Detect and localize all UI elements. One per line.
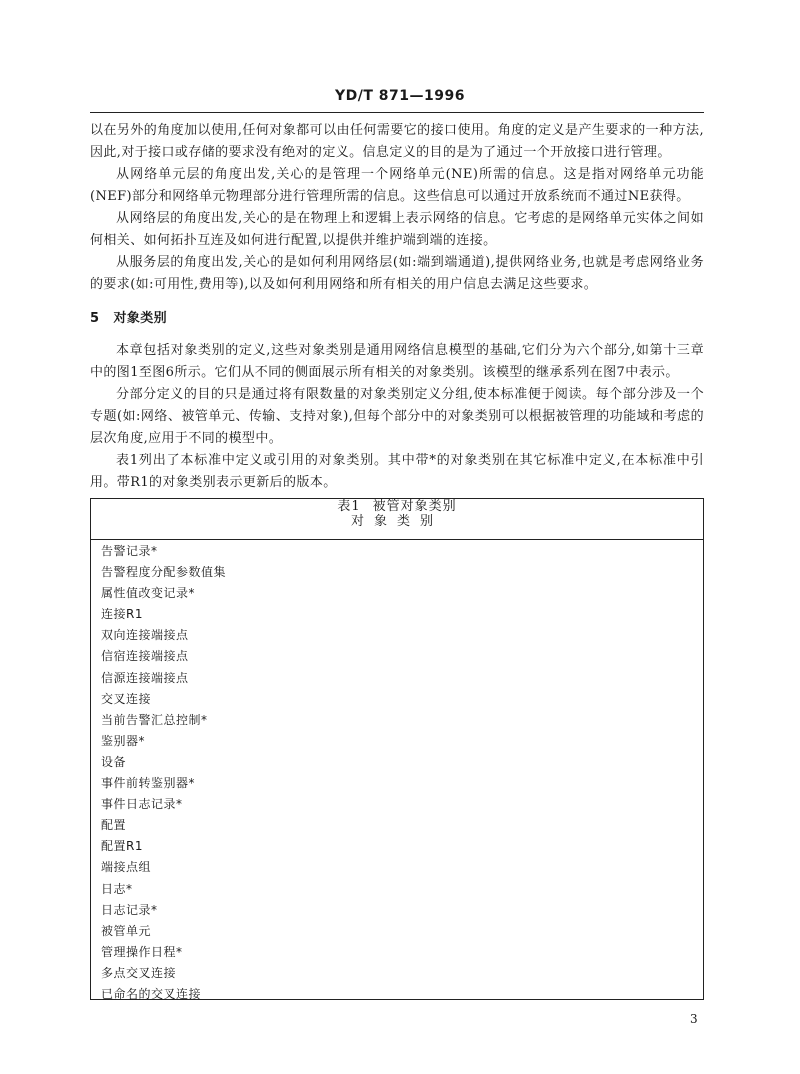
table-row: 已命名的交叉连接 — [101, 986, 202, 1001]
section-title: 对象类别 — [113, 311, 168, 326]
header-divider — [90, 112, 704, 113]
table-row: 事件前转鉴别器* — [101, 776, 196, 791]
table-row: 交叉连接 — [101, 691, 152, 706]
section-heading — [90, 308, 704, 330]
page-number: 3 — [690, 1012, 698, 1026]
body-text — [90, 120, 704, 524]
table-row: 告警程度分配参数值集 — [101, 565, 227, 580]
table-title: 被管对象类别 — [372, 499, 457, 514]
paragraph: 表1列出了本标准中定义或引用的对象类别。其中带*的对象类别在其它标准中定义,在本标准中引用。带R1的对象类别表示更新后的版本。 — [90, 453, 704, 490]
table-row: 多点交叉连接 — [101, 965, 177, 980]
table-row: 配置R1 — [101, 839, 143, 854]
table-row: 连接R1 — [101, 607, 143, 622]
table-number: 表1 — [337, 499, 361, 514]
paragraph: 从服务层的角度出发,关心的是如何利用网络层(如:端到端通道),提供网络业务,也就是考虑网络业务的要求(如:可用性,费用等),以及如何利用网络和所有相关的用户信息去满足这些要求。 — [90, 255, 704, 292]
section-number: 5 — [90, 311, 100, 326]
paragraph: 以在另外的角度加以使用,任何对象都可以由任何需要它的接口使用。角度的定义是产生要求的一种方法,因此,对于接口或存储的要求没有绝对的定义。信息定义的目的是为了通过一个开放接口进行管理。 — [90, 123, 704, 160]
table-row: 事件日志记录* — [101, 797, 183, 812]
object-class-table — [90, 498, 704, 1000]
table-row: 端接点组 — [101, 860, 152, 875]
table-body — [91, 540, 703, 1005]
paragraph: 分部分定义的目的只是通过将有限数量的对象类别定义分组,使本标准便于阅读。每个部分涉及一个专题(如:网络、被管单元、传输、支持对象),但每个部分中的对象类别可以根据被管理的功能域和考虑的层次角度,应用于不同的模型中。 — [90, 387, 704, 446]
table-row: 信源连接端接点 — [101, 670, 189, 685]
table-row: 被管单元 — [101, 923, 152, 938]
table-row: 信宿连接端接点 — [101, 649, 189, 664]
table-row: 设备 — [101, 754, 127, 769]
table-row: 当前告警汇总控制* — [101, 712, 208, 727]
paragraph: 从网络单元层的角度出发,关心的是管理一个网络单元(NE)所需的信息。这是指对网络单元功能(NEF)部分和网络单元物理部分进行管理所需的信息。这些信息可以通过开放系统而不通过NE获得。 — [90, 167, 704, 204]
document-code-header: YD/T 871—1996 — [335, 88, 465, 104]
table-row: 属性值改变记录* — [101, 586, 196, 601]
table-row: 日志* — [101, 881, 133, 896]
table-row: 告警记录* — [101, 544, 158, 558]
paragraph: 从网络层的角度出发,关心的是在物理上和逻辑上表示网络的信息。它考虑的是网络单元实体之间如何相关、如何拓扑互连及如何进行配置,以提供并维护端到端的连接。 — [90, 211, 704, 248]
table-row: 管理操作日程* — [101, 944, 183, 959]
table-row: 配置 — [101, 818, 127, 833]
paragraph: 本章包括对象类别的定义,这些对象类别是通用网络信息模型的基础,它们分为六个部分,如第十三章中的图1至图6所示。它们从不同的侧面展示所有相关的对象类别。该模型的继承系列在图7中表示。 — [90, 343, 704, 380]
table-row: 鉴别器* — [101, 733, 146, 748]
table-header: 对象类别 — [91, 499, 703, 540]
table-row: 日志记录* — [101, 902, 158, 917]
table-row: 双向连接端接点 — [101, 628, 189, 643]
